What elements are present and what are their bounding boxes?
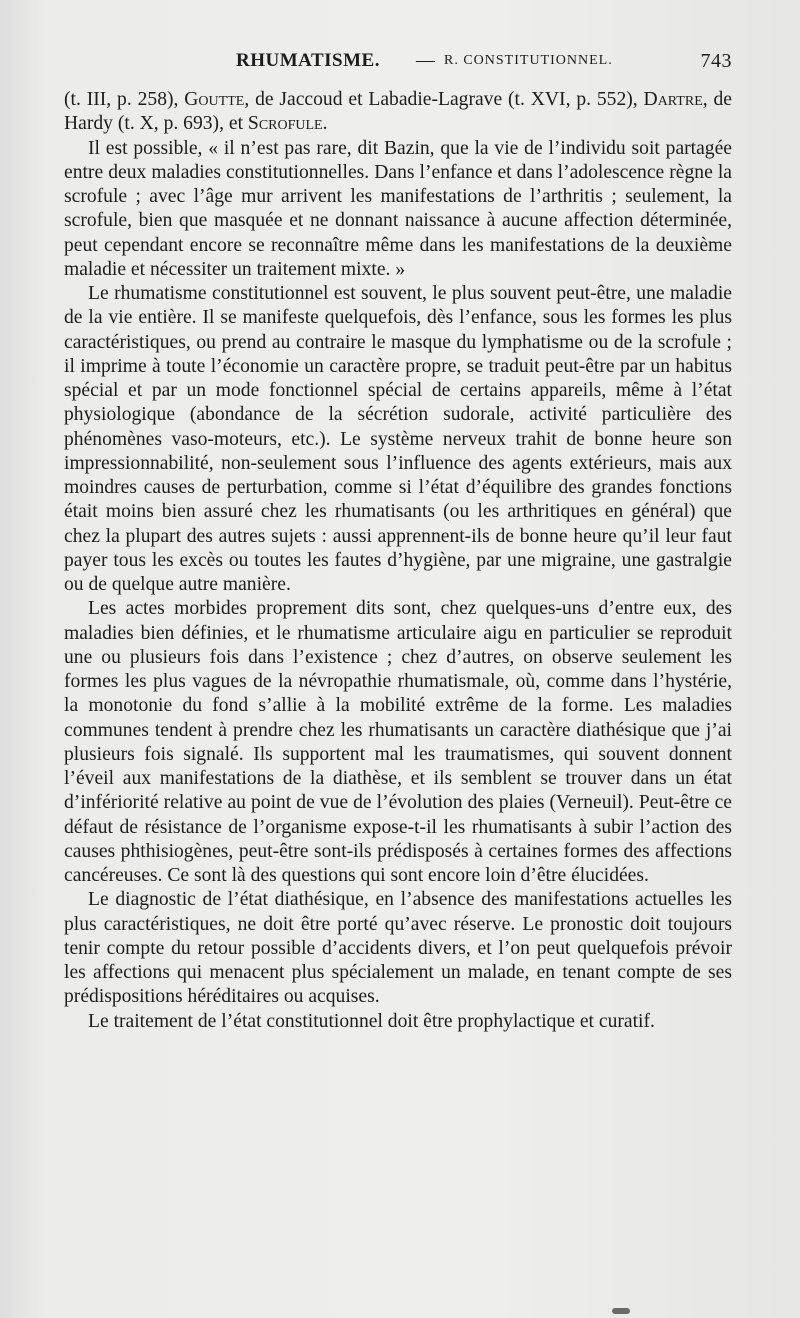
paragraph bbox=[64, 888, 732, 1009]
running-title: RHUMATISME. bbox=[236, 50, 380, 71]
running-header bbox=[64, 50, 734, 78]
text-run: Le rhumatisme constitutionnel est souvent, le plus souvent peut-être, une maladie de la vie entière. Il se manifeste quelquefois, dès l’enfance, sous les formes les plus caractéristiques, ou prend au contraire le masque du lymphatisme ou de la scrofule ; il imprime à toute l’économie un caractère propre, se traduit peut-être par un habitus spécial et par un mode fonctionnel spécial de certains appareils, même à l’état physiologique (abondance de la sécrétion sudorale, activité particulière des phénomènes vaso-moteurs, etc.). Le système nerveux trahit de bonne heure son impressionnabilité, non-seulement sous l’influence des agents extérieurs, mais aux moindres causes de perturbation, comme si l’état d’équilibre des grandes fonctions était moins bien assuré chez les rhumatisants (ou les arthritiques en général) que chez la plupart des autres sujets : aussi apprennent-ils de bonne heure qu’il leur faut payer tous les excès ou toutes les fautes d’hygiène, par une migraine, une gastralgie ou de quelque autre manière. bbox=[64, 283, 732, 595]
paragraph bbox=[64, 88, 732, 137]
ink-smudge bbox=[612, 1308, 630, 1314]
small-caps-term: Scrofule bbox=[247, 113, 323, 135]
text-run: Le traitement de l’état constitutionnel doit être prophylactique et curatif. bbox=[88, 1010, 655, 1032]
paragraph bbox=[64, 282, 732, 597]
running-subtitle: R. CONSTITUTIONNEL. bbox=[444, 53, 613, 68]
paragraph bbox=[64, 137, 732, 283]
text-run: Les actes morbides proprement dits sont, chez quelques-uns d’entre eux, des maladies bien définies, et le rhumatisme articulaire aigu en particulier se reproduit une ou plusieurs fois dans l’existence ; chez d’autres, on observe seulement les formes les plus vagues de la névropathie rhumatismale, où, comme dans l’hystérie, la monotonie du fond s’allie à la mobilité extrême de la forme. Les maladies communes tendent à prendre chez les rhumatisants un caractère diathésique que j’ai plusieurs fois signalé. Ils supportent mal les traumatismes, qui souvent donnent l’éveil aux manifestations de la diathèse, et ils semblent se trouver dans un état d’infériorité relative au point de vue de l’évolution des plaies (Verneuil). Peut-être ce défaut de résistance de l’organisme expose-t-il les rhumatisants à subir l’action des causes phthisiogènes, peut-être sont-ils prédisposés à certaines formes des affections cancéreuses. Ce sont là des questions qui sont encore loin d’être élucidées. bbox=[64, 598, 732, 886]
body-text bbox=[64, 88, 732, 1034]
text-run: , de Hardy (t. X, p. 693), et bbox=[64, 89, 732, 135]
page-number: 743 bbox=[700, 50, 732, 72]
text-run: Il est possible, « il n’est pas rare, dit Bazin, que la vie de l’individu soit partagée entre deux maladies constitutionnelles. Dans l’enfance et dans l’adolescence règne la scrofule ; avec l’âge mur arrivent les manifestations de l’arthritis ; seulement, la scrofule, bien que masquée et ne donnant naissance à aucune affection déterminée, peut cependant encore se reconnaître même dans les manifestations de la deuxième maladie et nécessiter un traitement mixte. » bbox=[64, 137, 732, 280]
text-run: Le diagnostic de l’état diathésique, en l’absence des manifestations actuelles les plus caractéristiques, ne doit être porté qu’avec réserve. Le pronostic doit toujours tenir compte du retour possible d’accidents divers, et l’on peut quelquefois prévoir les affections qui menacent plus spécialement un malade, en tenant compte de ses prédispositions héréditaires ou acquises. bbox=[64, 889, 732, 1008]
small-caps-term: Dartre bbox=[643, 89, 703, 110]
text-run: . bbox=[322, 113, 328, 135]
header-dash: — bbox=[416, 50, 436, 71]
paragraph bbox=[64, 597, 732, 888]
text-run: (t. III, p. 258), bbox=[64, 89, 185, 110]
text-run: , de Jaccoud et Labadie-Lagrave (t. XVI, p. 552), bbox=[244, 89, 644, 110]
paragraph bbox=[64, 1010, 732, 1034]
small-caps-term: Goutte bbox=[184, 89, 245, 110]
